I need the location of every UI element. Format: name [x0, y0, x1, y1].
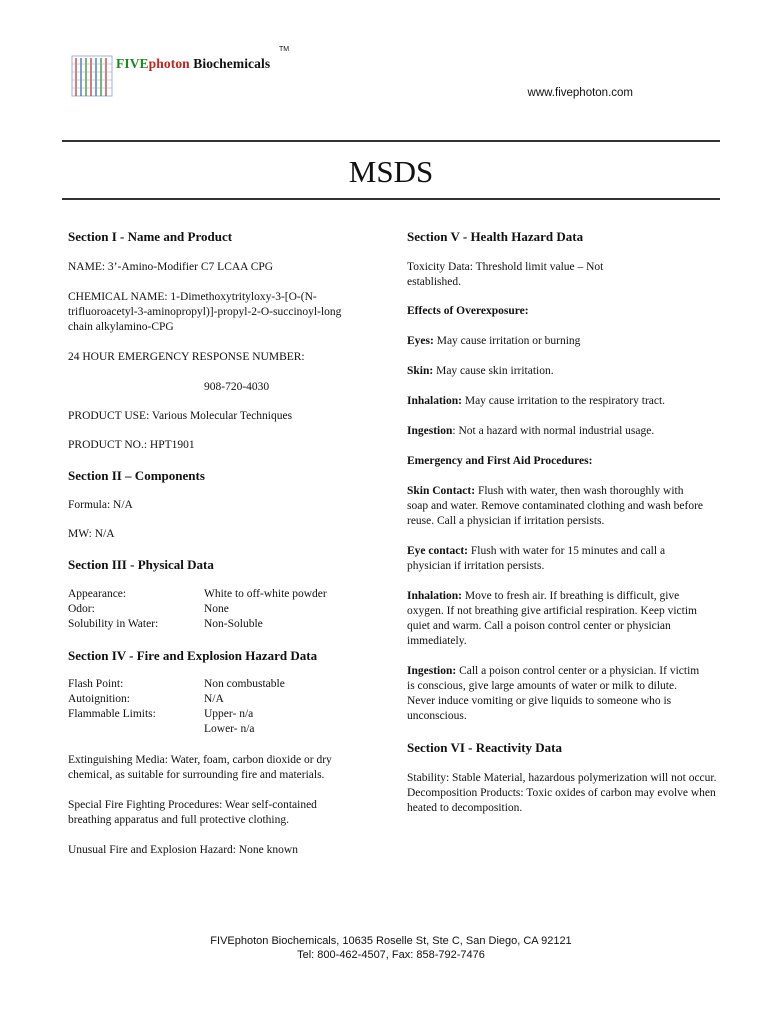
- extinguishing-media: Extinguishing Media: Water, foam, carbon dioxide or dry chemical, as suitable for surrounding fire and materials.: [68, 754, 332, 781]
- first-aid-skin-text: Flush with water, then wash thoroughly with soap and water. Remove contaminated clothing and wash before reuse. Call a physician if irritation persists.: [407, 485, 704, 527]
- website-link[interactable]: www.fivephoton.com: [527, 87, 633, 99]
- first-aid-eye: [407, 544, 707, 574]
- section5-heading: Section V - Health Hazard Data: [407, 229, 584, 244]
- effect-skin: [407, 364, 717, 379]
- stability-text: Stability: Stable Material, hazardous polymerization will not occur. Decomposition Products: Toxic oxides of carbon may evolve when heated to decomposition.: [407, 772, 717, 814]
- title-rule-top: [62, 140, 720, 142]
- first-aid-inhalation-label: Inhalation:: [407, 590, 462, 602]
- physical-label: Solubility in Water:: [68, 618, 159, 630]
- unusual-hazard: Unusual Fire and Explosion Hazard: None known: [68, 844, 298, 856]
- logo-photon-text: photon: [148, 56, 190, 71]
- chemical-name: CHEMICAL NAME: 1-Dimethoxytrityloxy-3-[O-(N-trifluoroacetyl-3-aminopropyl)]-propyl-2-O-succinoyl-long chain alkylamino-CPG: [68, 291, 342, 333]
- first-aid-heading: Emergency and First Aid Procedures:: [407, 455, 593, 467]
- section6-heading: Section VI - Reactivity Data: [407, 740, 563, 755]
- first-aid-eye-label: Eye contact:: [407, 545, 468, 557]
- special-procedures: Special Fire Fighting Procedures: Wear self-contained breathing apparatus and full protective clothing.: [68, 799, 317, 826]
- page-footer: [0, 934, 770, 962]
- physical-data-table: [68, 587, 368, 632]
- effect-ingestion-label: Ingestion: [407, 425, 453, 437]
- title-rule-bottom: [62, 198, 720, 200]
- physical-label: Appearance:: [68, 588, 127, 600]
- physical-label: Odor:: [68, 603, 95, 615]
- right-column: [407, 229, 717, 816]
- page-title: MSDS: [348, 154, 434, 189]
- effect-eyes-label: Eyes:: [407, 335, 434, 347]
- fire-label: Flash Point:: [68, 678, 124, 690]
- formula: Formula: N/A: [68, 499, 133, 511]
- fire-label: Flammable Limits:: [68, 708, 156, 720]
- product-name: NAME: 3’-Amino-Modifier C7 LCAA CPG: [68, 261, 274, 273]
- effect-skin-label: Skin:: [407, 365, 434, 377]
- footer-phone: Tel: 800-462-4507, Fax: 858-792-7476: [297, 949, 485, 961]
- effect-skin-text: May cause skin irritation.: [433, 365, 554, 377]
- effect-inhalation-text: May cause irritation to the respiratory tract.: [461, 395, 666, 407]
- fire-label: [68, 722, 204, 737]
- first-aid-skin: [407, 484, 707, 529]
- effects-heading: Effects of Overexposure:: [407, 305, 529, 317]
- product-number: PRODUCT NO.: HPT1901: [68, 439, 195, 451]
- section1-heading: Section I - Name and Product: [68, 229, 233, 244]
- effect-eyes: [407, 334, 717, 349]
- fire-label: Autoignition:: [68, 693, 130, 705]
- fire-value: N/A: [204, 693, 224, 705]
- effect-ingestion-text: : Not a hazard with normal industrial usage.: [452, 425, 655, 437]
- emergency-label: 24 HOUR EMERGENCY RESPONSE NUMBER:: [68, 351, 305, 363]
- company-logo-icon: [70, 54, 114, 98]
- physical-value: None: [204, 603, 229, 615]
- first-aid-ingestion: [407, 664, 707, 724]
- effect-inhalation-label: Inhalation:: [407, 395, 462, 407]
- section3-heading: Section III - Physical Data: [68, 557, 214, 572]
- fire-value: Non combustable: [204, 678, 285, 690]
- first-aid-ingestion-label: Ingestion:: [407, 665, 457, 677]
- toxicity-data: Toxicity Data: Threshold limit value – Not established.: [407, 261, 604, 288]
- first-aid-ingestion-text: Call a poison control center or a physician. If victim is conscious, give large amounts of water or milk to dilute. Never induce vomiting or give liquids to someone who is unconscious.: [407, 665, 700, 722]
- fire-value: Upper- n/a: [204, 708, 254, 720]
- effect-inhalation: [407, 394, 717, 409]
- fire-data-table: [68, 677, 368, 737]
- section2-heading: Section II – Components: [68, 468, 205, 483]
- fire-value: Lower- n/a: [204, 723, 255, 735]
- physical-value: Non-Soluble: [204, 618, 263, 630]
- product-use: PRODUCT USE: Various Molecular Techniques: [68, 410, 293, 422]
- first-aid-skin-label: Skin Contact:: [407, 485, 476, 497]
- trademark-mark: TM: [279, 46, 290, 53]
- effect-ingestion: [407, 424, 717, 439]
- first-aid-inhalation: [407, 589, 712, 649]
- molecular-weight: MW: N/A: [68, 528, 115, 540]
- emergency-number: 908-720-4030: [204, 381, 270, 393]
- footer-address: FIVEphoton Biochemicals, 10635 Roselle St, Ste C, San Diego, CA 92121: [210, 935, 572, 947]
- left-column: [68, 229, 368, 858]
- first-aid-inhalation-text: Move to fresh air. If breathing is difficult, give oxygen. If not breathing give artificial respiration. Keep victim quiet and warm. Call a poison control center or physician immediately.: [407, 590, 697, 647]
- company-logo-text: [116, 56, 270, 72]
- section4-heading: Section IV - Fire and Explosion Hazard Data: [68, 648, 318, 663]
- logo-five-text: FIVE: [116, 56, 149, 71]
- first-aid-eye-text: Flush with water for 15 minutes and call a physician if irritation persists.: [407, 545, 666, 572]
- effect-eyes-text: May cause irritation or burning: [433, 335, 581, 347]
- logo-biochemicals-text: Biochemicals: [189, 56, 271, 71]
- physical-value: White to off-white powder: [204, 588, 327, 600]
